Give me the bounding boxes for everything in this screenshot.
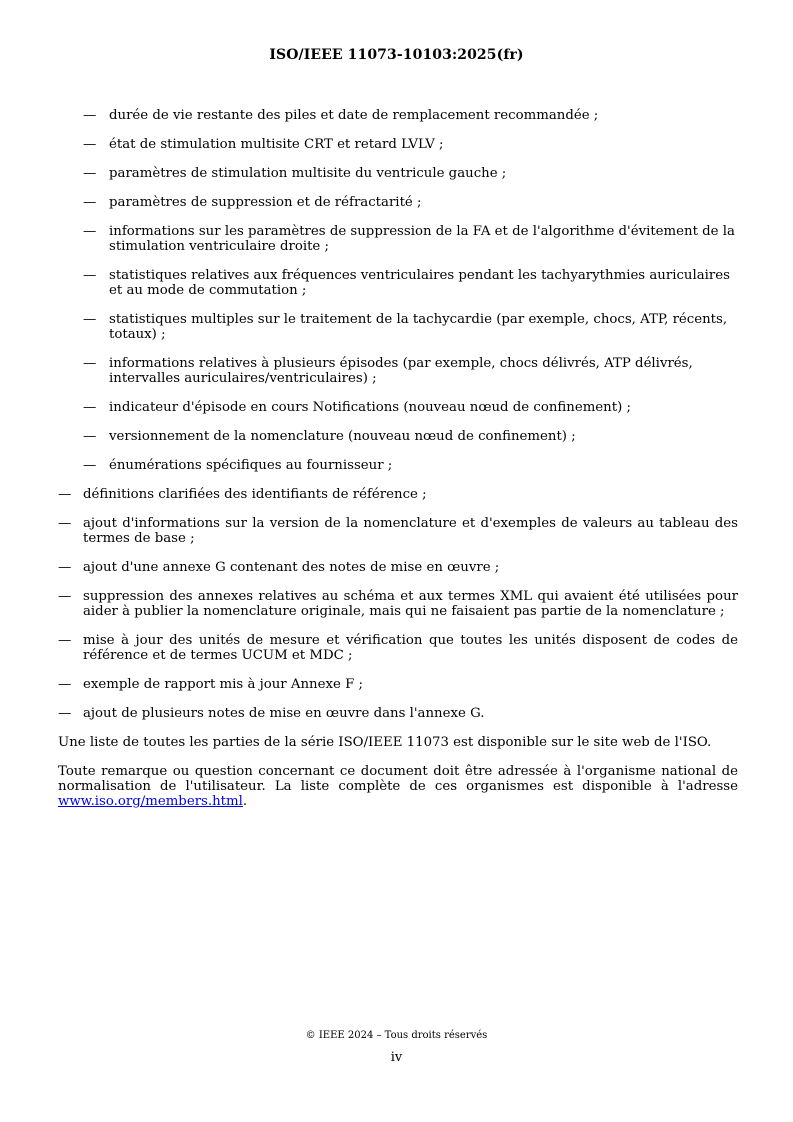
list-item-text: définitions clarifiées des identifiants de référence ;: [83, 487, 427, 502]
document-body: [58, 108, 738, 823]
list-item-text: ajout d'une annexe G contenant des notes de mise en œuvre ;: [83, 560, 500, 575]
list-item-text: informations relatives à plusieurs épisodes (par exemple, chocs délivrés, ATP délivrés, intervalles auriculaires/ventriculaires) ;: [109, 356, 693, 386]
list-item: [58, 560, 738, 575]
list-item-text: ajout d'informations sur la version de la nomenclature et d'exemples de valeurs au tableau des termes de base ;: [83, 516, 738, 546]
list-item: [58, 137, 738, 152]
list-item: [58, 224, 738, 254]
dash-bullet: —: [83, 458, 97, 473]
list-item-text: exemple de rapport mis à jour Annexe F ;: [83, 677, 364, 692]
dash-bullet: —: [58, 677, 72, 692]
dash-bullet: —: [58, 516, 72, 531]
dash-bullet: —: [58, 487, 72, 502]
list-item-text: indicateur d'épisode en cours Notifications (nouveau nœud de confinement) ;: [109, 400, 631, 415]
dash-bullet: —: [83, 137, 97, 152]
feedback-text: Toute remarque ou question concernant ce document doit être adressée à l'organisme national de normalisation de l'utilisateur. La liste complète de ces organismes est disponible à l'adresse: [58, 764, 738, 794]
list-item: [58, 487, 738, 502]
list-item-text: statistiques multiples sur le traitement de la tachycardie (par exemple, chocs, ATP, récents, totaux) ;: [109, 312, 728, 342]
list-item-text: ajout de plusieurs notes de mise en œuvre dans l'annexe G.: [83, 706, 485, 721]
dash-bullet: —: [83, 108, 97, 123]
list-item-text: énumérations spécifiques au fournisseur ;: [109, 458, 393, 473]
dash-bullet: —: [83, 312, 97, 327]
list-item: [58, 516, 738, 546]
dash-bullet: —: [58, 633, 72, 648]
list-item: [58, 706, 738, 721]
list-item-text: état de stimulation multisite CRT et retard LVLV ;: [109, 137, 444, 152]
list-item-text: statistiques relatives aux fréquences ventriculaires pendant les tachyarythmies auriculaires et au mode de commutation ;: [109, 268, 730, 298]
list-item: [58, 166, 738, 181]
feedback-end: .: [242, 794, 248, 809]
copyright-footer: © IEEE 2024 – Tous droits réservés: [305, 1030, 488, 1041]
dash-bullet: —: [83, 224, 97, 239]
document-header: ISO/IEEE 11073-10103:2025(fr): [269, 47, 524, 63]
dash-bullet: —: [58, 589, 72, 604]
list-item: [58, 677, 738, 692]
list-item-text: paramètres de suppression et de réfractarité ;: [109, 195, 422, 210]
dash-bullet: —: [83, 268, 97, 283]
dash-bullet: —: [83, 195, 97, 210]
list-item: [58, 312, 738, 342]
list-item: [58, 458, 738, 473]
list-item: [58, 195, 738, 210]
list-item-text: mise à jour des unités de mesure et vérification que toutes les unités disposent de codes de référence et de termes UCUM et MDC ;: [83, 633, 738, 663]
list-item-text: suppression des annexes relatives au schéma et aux termes XML qui avaient été utilisées pour aider à publier la nomenclature originale, mais qui ne faisaient pas partie de la nomenclature ;: [83, 589, 738, 619]
list-item: [58, 589, 738, 619]
list-item-text: versionnement de la nomenclature (nouveau nœud de confinement) ;: [109, 429, 576, 444]
list-item: [58, 400, 738, 415]
list-item-text: paramètres de stimulation multisite du ventricule gauche ;: [109, 166, 507, 181]
list-item-text: durée de vie restante des piles et date de remplacement recommandée ;: [109, 108, 599, 123]
list-item: [58, 356, 738, 386]
feedback-paragraph: [58, 764, 738, 809]
list-item: [58, 429, 738, 444]
dash-bullet: —: [83, 356, 97, 371]
page-number: iv: [390, 1050, 403, 1065]
members-link[interactable]: www.iso.org/members.html: [58, 794, 243, 809]
dash-bullet: —: [58, 706, 72, 721]
dash-bullet: —: [83, 166, 97, 181]
dash-bullet: —: [58, 560, 72, 575]
list-item: [58, 268, 738, 298]
list-item: [58, 108, 738, 123]
list-item: [58, 633, 738, 663]
list-item-text: informations sur les paramètres de suppression de la FA et de l'algorithme d'évitement de la stimulation ventriculaire droite ;: [109, 224, 735, 254]
dash-bullet: —: [83, 400, 97, 415]
dash-bullet: —: [83, 429, 97, 444]
series-paragraph: Une liste de toutes les parties de la série ISO/IEEE 11073 est disponible sur le site web de l'ISO.: [58, 735, 712, 750]
